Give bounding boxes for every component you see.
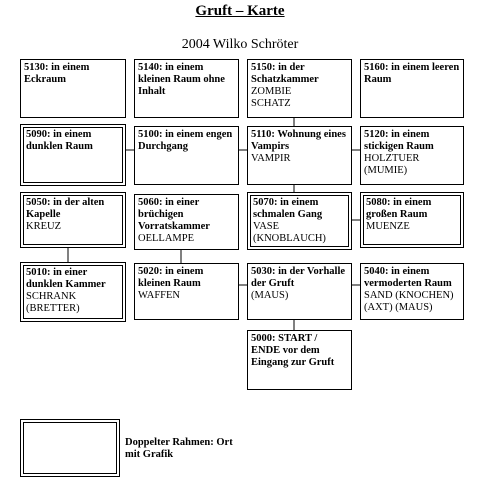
room-5140 (134, 59, 239, 118)
room-5130 (20, 59, 126, 118)
room-5120 (360, 126, 464, 185)
room-5030-label: 5030: in der Vorhalle der Gruft (251, 266, 346, 289)
room-5110-label: 5110: Wohnung eines Vampirs (251, 129, 346, 152)
room-5160-label: 5160: in einem leeren Raum (364, 62, 460, 85)
room-5150-item: ZOMBIE (251, 86, 292, 97)
room-5070 (247, 192, 352, 250)
map-subtitle: 2004 Wilko Schröter (181, 37, 299, 52)
room-5040 (360, 263, 464, 320)
room-5040-label: 5040: in einem vermoderten Raum (364, 266, 452, 289)
room-5020-item: WAFFEN (138, 290, 181, 301)
room-5060-label: 5060: in einer brüchigen Vorratskammer (138, 197, 210, 232)
room-5150 (247, 59, 352, 118)
room-5130-label: 5130: in einem Eckraum (24, 62, 90, 85)
room-5150-item: SCHATZ (251, 98, 291, 109)
room-5060-item: OELLAMPE (138, 233, 194, 244)
room-5000 (247, 330, 352, 390)
room-5000-label: 5000: START / ENDE vor dem Eingang zur Gruft (251, 333, 335, 368)
room-5010 (20, 262, 126, 322)
room-5020-label: 5020: in einem kleinen Raum (138, 266, 204, 289)
room-5010-item: (BRETTER) (26, 303, 80, 314)
room-5050-item: KREUZ (26, 221, 61, 232)
room-5120-item: (MUMIE) (364, 165, 408, 176)
room-5140-label: 5140: in einem kleinen Raum ohne Inhalt (138, 62, 225, 97)
room-5080 (360, 192, 464, 248)
room-5080-label: 5080: in einem großen Raum (366, 197, 432, 220)
room-5090-label: 5090: in einem dunklen Raum (26, 129, 93, 152)
room-5070-item: (KNOBLAUCH) (253, 233, 326, 244)
room-5120-item: HOLZTUER (364, 153, 420, 164)
room-5030-item: (MAUS) (251, 290, 289, 301)
room-5100 (134, 126, 239, 185)
legend-text: Doppelter Rahmen: Ort mit Grafik (125, 437, 233, 460)
room-5040-item: (AXT) (MAUS) (364, 302, 433, 313)
room-5070-item: VASE (253, 221, 280, 232)
map-title: Gruft – Karte (195, 3, 285, 19)
room-5100-label: 5100: in einem engen Durchgang (138, 129, 233, 152)
room-5010-label: 5010: in einer dunklen Kammer (26, 267, 106, 290)
legend-double-frame (20, 419, 120, 477)
room-5110 (247, 126, 352, 185)
room-5090 (20, 124, 126, 186)
room-5030 (247, 263, 352, 320)
room-5050-label: 5050: in der alten Kapelle (26, 197, 105, 220)
room-5050 (20, 192, 126, 248)
room-5060 (134, 194, 239, 250)
room-5110-item: VAMPIR (251, 153, 291, 164)
room-5150-label: 5150: in der Schatzkammer (251, 62, 319, 85)
room-5010-item: SCHRANK (26, 291, 77, 302)
room-5160 (360, 59, 464, 118)
room-5070-label: 5070: in einem schmalen Gang (253, 197, 323, 220)
room-5020 (134, 263, 239, 320)
room-5040-item: SAND (KNOCHEN) (364, 290, 454, 301)
room-5080-item: MUENZE (366, 221, 410, 232)
room-5120-label: 5120: in einem stickigen Raum (364, 129, 434, 152)
